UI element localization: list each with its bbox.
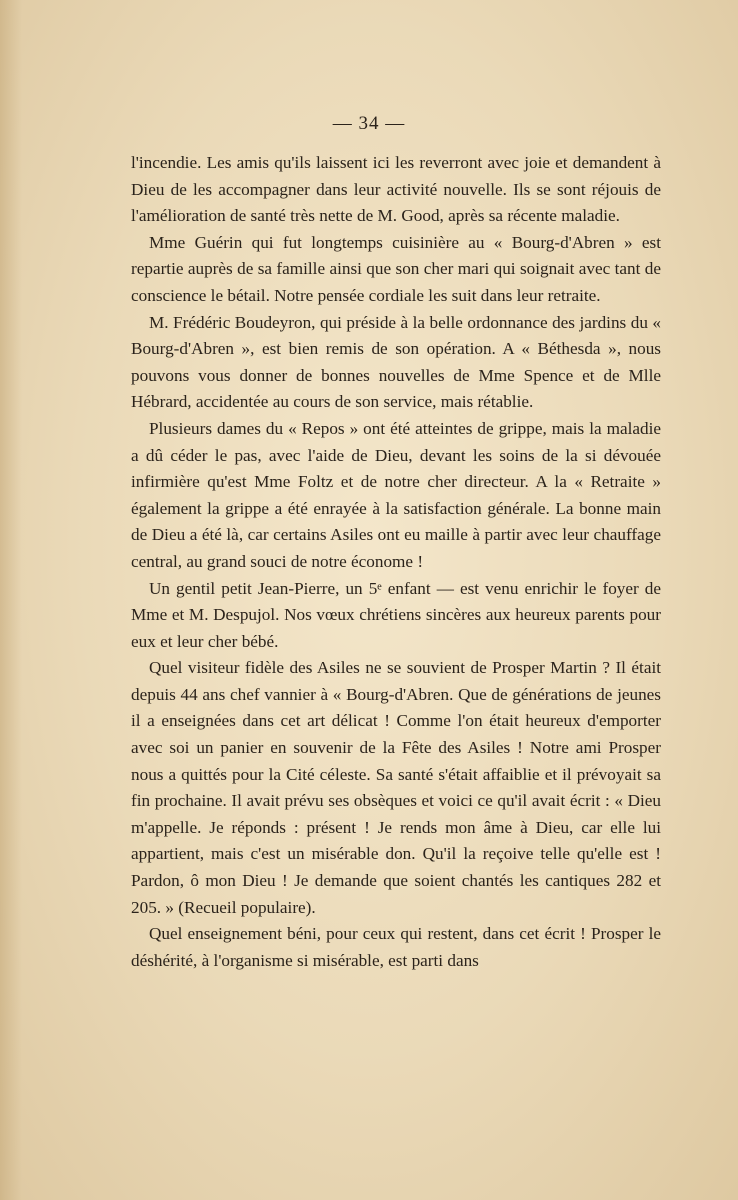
paragraph-6: Quel visiteur fidèle des Asiles ne se souvient de Prosper Martin ? Il était depuis 44 ans chef vannier à « Bourg-d'Abren. Que de générations de jeunes il a enseignées dans cet art délicat ! Comme l'on était heureux d'emporter avec soi un panier en souvenir de la Fête des Asiles ! Notre ami Prosper nous a quittés pour la Cité céleste. Sa santé s'était affaiblie et il prévoyait sa fin prochaine. Il avait prévu ses obsèques et voici ce qu'il avait écrit : « Dieu m'appelle. Je réponds : présent ! Je rends mon âme à Dieu, car elle lui appartient, mais c'est un misérable don. Qu'il la reçoive telle qu'elle est ! Pardon, ô mon Dieu ! Je demande que soient chantés les cantiques 282 et 205. » (Recueil populaire). bbox=[131, 658, 661, 917]
page-number: — 34 — bbox=[332, 113, 406, 134]
paragraph-7: Quel enseignement béni, pour ceux qui restent, dans cet écrit ! Prosper le déshérité, à l'organisme si misérable, est parti dans bbox=[131, 924, 661, 970]
paragraph-5: Un gentil petit Jean-Pierre, un 5ᵉ enfant — est venu enrichir le foyer de Mme et M. Despujol. Nos vœux chrétiens sincères aux heureux parents pour eux et leur cher bébé. bbox=[131, 578, 661, 651]
page-edge-shadow bbox=[0, 0, 22, 1200]
body-text bbox=[131, 150, 661, 974]
paragraph-1: l'incendie. Les amis qu'ils laissent ici les reverront avec joie et demandent à Dieu de les accompagner dans leur activité nouvelle. Ils se sont réjouis de l'amélioration de santé très nette de M. Good, après sa récente maladie. bbox=[131, 153, 661, 226]
paragraph-2: Mme Guérin qui fut longtemps cuisinière au « Bourg-d'Abren » est repartie auprès de sa famille ainsi que son cher mari qui soignait avec tant de conscience le bétail. Notre pensée cordiale les suit dans leur retraite. bbox=[131, 232, 661, 305]
paragraph-3: M. Frédéric Boudeyron, qui préside à la belle ordonnance des jardins du « Bourg-d'Abren », est bien remis de son opération. A « Béthesda », nous pouvons vous donner de bonnes nouvelles de Mme Spence et de Mlle Hébrard, accidentée au cours de son service, mais rétablie. bbox=[131, 312, 661, 412]
paragraph-4: Plusieurs dames du « Repos » ont été atteintes de grippe, mais la maladie a dû céder le pas, avec l'aide de Dieu, devant les soins de la si dévouée infirmière qu'est Mme Foltz et de notre cher directeur. A la « Retraite » également la grippe a été enrayée à la satisfaction générale. La bonne main de Dieu a été là, car certains Asiles ont eu maille à partir avec leur chauffage central, au grand souci de notre économe ! bbox=[131, 418, 661, 571]
